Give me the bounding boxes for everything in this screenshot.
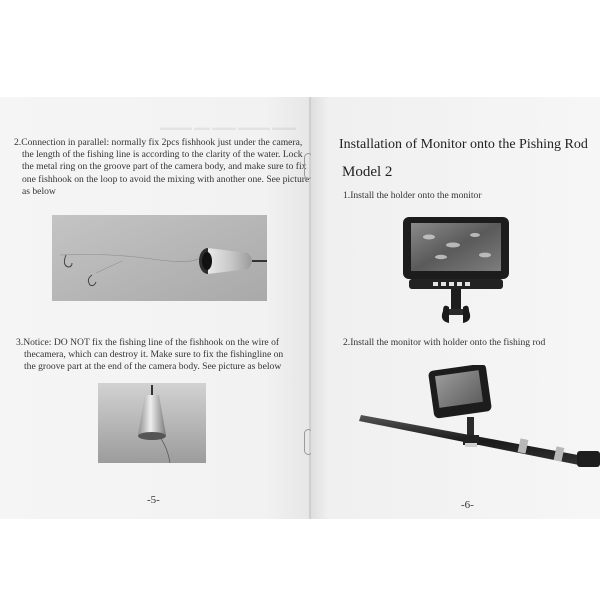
section-2-number: 2.: [14, 137, 22, 148]
bleed-through-text: ▬▬▬▬ ▬▬ ▬▬▬ ▬▬▬▬ ▬▬▬: [160, 123, 296, 132]
camera-line-illustration: [98, 383, 206, 463]
open-booklet: [0, 97, 600, 519]
section-2-line: one fishhook on the loop to avoid the mixing with another one. See picture: [22, 173, 310, 185]
section-3-line: the groove part at the end of the camera body. See picture as below: [24, 361, 282, 373]
right-page: [311, 97, 600, 519]
monitor-on-rod-photo: [359, 365, 600, 475]
hooks-and-camera-photo: [52, 215, 267, 301]
hooks-and-camera-illustration: [52, 215, 267, 301]
section-2-line: the metal ring on the groove part of the camera body, and make sure to fix: [22, 161, 307, 173]
section-2-line: Connection in parallel: normally fix 2pcs fishhook just under the camera,: [21, 137, 303, 148]
model-label: Model 2: [342, 164, 393, 180]
section-3-number: 3.: [16, 337, 24, 348]
monitor-on-rod-illustration: [359, 365, 600, 475]
step-2-text: 2.Install the monitor with holder onto the fishing rod: [343, 337, 546, 348]
holder-icon: [442, 289, 470, 323]
section-2-line: as below: [22, 185, 56, 197]
camera-line-photo: [98, 383, 206, 463]
section-2-line: the length of the fishing line is according to the clarity of the water. Lock: [22, 149, 303, 161]
left-page: [0, 97, 311, 519]
step-1-text: 1.Install the holder onto the monitor: [343, 190, 482, 201]
section-3-paragraph: [16, 337, 283, 374]
monitor-icon: [403, 217, 509, 289]
page-number-right: -6-: [461, 499, 474, 511]
section-3-line: Notice: DO NOT fix the fishing line of the fishhook on the wire of: [23, 337, 280, 348]
monitor-holder-illustration: [401, 211, 513, 333]
section-2-paragraph: [14, 137, 309, 198]
fishing-rod-icon: [359, 415, 600, 467]
page-number-left: -5-: [147, 494, 160, 506]
monitor-holder-photo: [401, 211, 513, 333]
page-title: Installation of Monitor onto the Pishing Rod: [339, 137, 588, 152]
section-3-line: thecamera, which can destroy it. Make sure to fix the fishingline on: [24, 349, 284, 361]
